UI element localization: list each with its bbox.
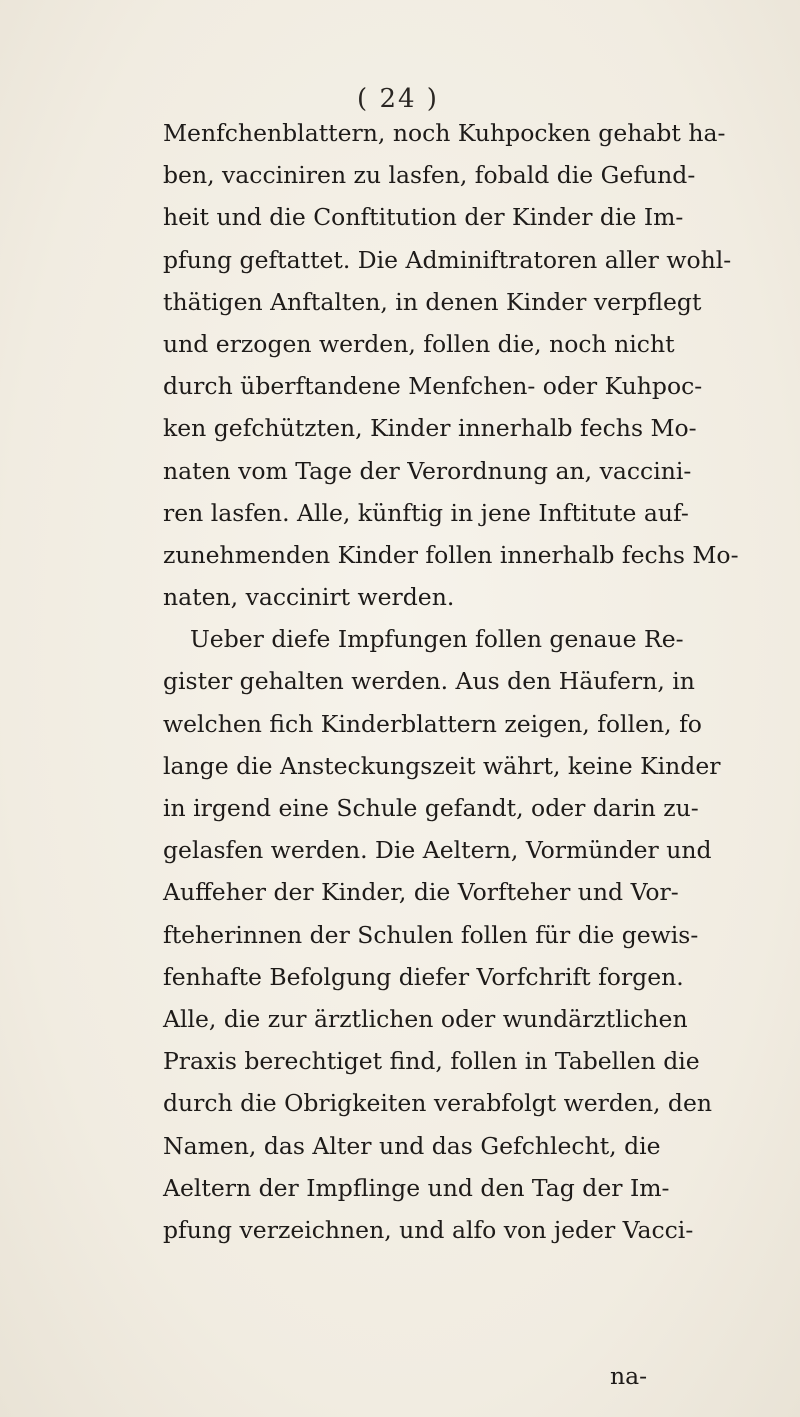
text-line: gister gehalten werden. Aus den Häufern, in bbox=[163, 667, 695, 696]
text-line: zunehmenden Kinder follen innerhalb fechs Mo- bbox=[163, 540, 739, 569]
text-line: fenhafte Befolgung diefer Vorfchrift forgen. bbox=[163, 962, 684, 991]
text-line: pfung geftattet. Die Adminiftratoren aller wohl- bbox=[163, 245, 732, 274]
text-line: Alle, die zur ärztlichen oder wundärztlichen bbox=[163, 1004, 688, 1033]
text-line: Namen, das Alter und das Gefchlecht, die bbox=[163, 1131, 661, 1160]
text-line: Aeltern der Impflinge und den Tag der Im- bbox=[163, 1173, 670, 1202]
text-line: naten vom Tage der Verordnung an, vaccini- bbox=[163, 456, 692, 485]
text-line: ren lasfen. Alle, künftig in jene Inftitute auf- bbox=[163, 498, 689, 527]
text-line: lange die Ansteckungszeit währt, keine Kinder bbox=[163, 751, 721, 780]
text-line: fteherinnen der Schulen follen für die gewis- bbox=[163, 920, 699, 949]
paragraph-start-line: Ueber diefe Impfungen follen genaue Re- bbox=[190, 625, 684, 654]
text-line: Praxis berechtiget find, follen in Tabellen die bbox=[163, 1047, 700, 1076]
text-line: ben, vacciniren zu lasfen, fobald die Gefund- bbox=[163, 161, 696, 190]
body-text bbox=[163, 112, 800, 1251]
text-line: welchen fich Kinderblattern zeigen, follen, fo bbox=[163, 709, 702, 738]
text-line: durch die Obrigkeiten verabfolgt werden, den bbox=[163, 1089, 712, 1118]
text-line: thätigen Anftalten, in denen Kinder verpflegt bbox=[163, 287, 702, 316]
page-number: ( 24 ) bbox=[357, 84, 439, 114]
text-line: heit und die Conftitution der Kinder die Im- bbox=[163, 203, 684, 232]
text-line: gelasfen werden. Die Aeltern, Vormünder und bbox=[163, 836, 712, 865]
text-line: pfung verzeichnen, und alfo von jeder Vacci- bbox=[163, 1215, 694, 1244]
text-line: und erzogen werden, follen die, noch nicht bbox=[163, 329, 675, 358]
text-line: in irgend eine Schule gefandt, oder darin zu- bbox=[163, 794, 699, 822]
text-line: Auffeher der Kinder, die Vorfteher und Vor- bbox=[163, 878, 679, 907]
text-line: durch überftandene Menfchen- oder Kuhpoc- bbox=[163, 372, 703, 401]
text-line: naten, vaccinirt werden. bbox=[163, 583, 455, 612]
catchword: na- bbox=[610, 1362, 648, 1390]
text-line: Menfchenblattern, noch Kuhpocken gehabt ha- bbox=[163, 119, 726, 147]
text-line: ken gefchützten, Kinder innerhalb fechs Mo- bbox=[163, 414, 697, 443]
